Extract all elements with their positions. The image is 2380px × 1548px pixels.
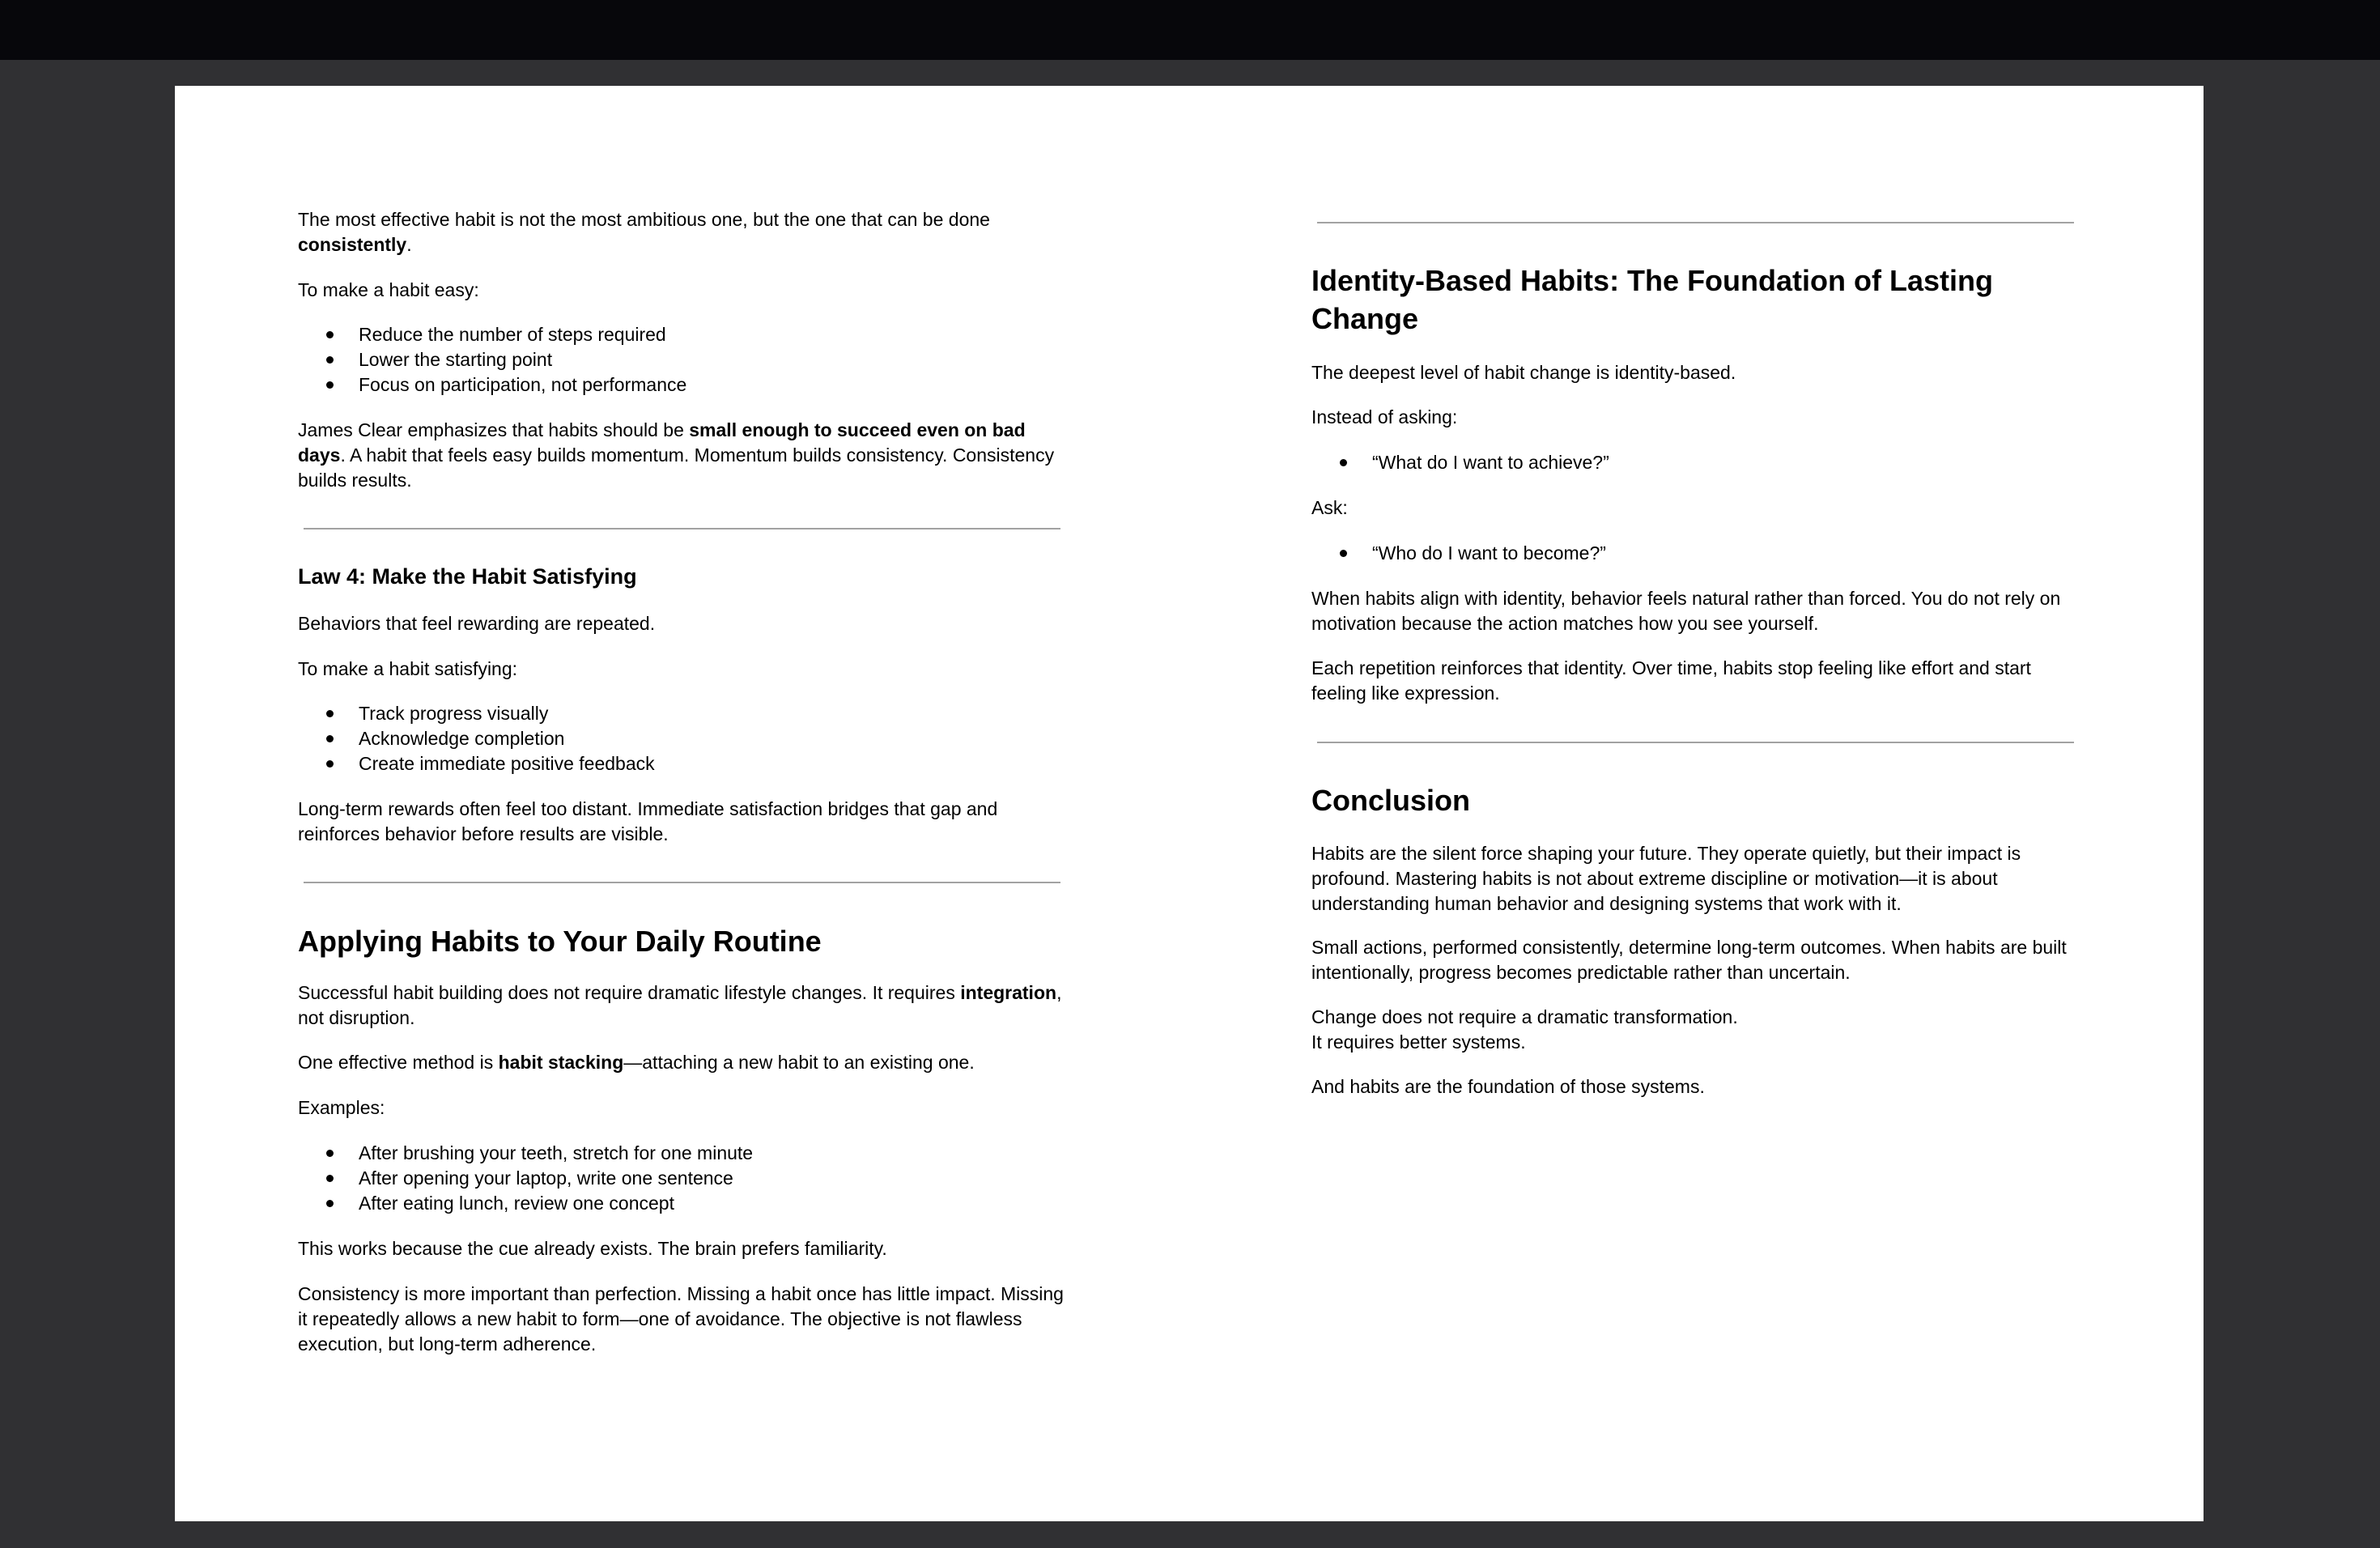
list-item: After opening your laptop, write one sentence — [298, 1166, 753, 1191]
paragraph-consistency: Consistency is more important than perfection. Missing a habit once has little impact. Missing it repeatedly allows a new habit to form—one of avoidance. The objective is not flawless execution, but long-term adherence. — [298, 1283, 1064, 1354]
list-item: Reduce the number of steps required — [298, 322, 686, 347]
paragraph-foundation: And habits are the foundation of those systems. — [1311, 1076, 1705, 1097]
paragraph-make-satisfying: To make a habit satisfying: — [298, 658, 518, 679]
paragraph-effective-habit: The most effective habit is not the most ambitious one, but the one that can be done consistently. — [298, 209, 990, 255]
paragraph-integration: Successful habit building does not require dramatic lifestyle changes. It requires integration, not disruption. — [298, 982, 1062, 1028]
paragraph-cue-exists: This works because the cue already exists. The brain prefers familiarity. — [298, 1238, 887, 1259]
list-make-easy — [298, 322, 686, 398]
list-examples — [298, 1141, 753, 1216]
list-item: Focus on participation, not performance — [298, 372, 686, 398]
heading-applying-habits: Applying Habits to Your Daily Routine — [298, 925, 822, 958]
paragraph-long-term-rewards: Long-term rewards often feel too distant. Immediate satisfaction bridges that gap and reinforces behavior before results are visible. — [298, 798, 998, 844]
list-item: Acknowledge completion — [298, 726, 655, 751]
divider — [1317, 742, 2074, 743]
paragraph-examples: Examples: — [298, 1097, 385, 1118]
list-item: After eating lunch, review one concept — [298, 1191, 753, 1216]
divider — [1317, 222, 2074, 223]
heading-law-4: Law 4: Make the Habit Satisfying — [298, 564, 637, 589]
list-item: “Who do I want to become?” — [1311, 541, 1606, 566]
list-item: Lower the starting point — [298, 347, 686, 372]
heading-identity-based-habits: Identity-Based Habits: The Foundation of Lasting Change — [1311, 264, 1993, 335]
list-item: “What do I want to achieve?” — [1311, 450, 1609, 475]
list-item: Track progress visually — [298, 701, 655, 726]
divider — [304, 882, 1060, 883]
paragraph-ask: Ask: — [1311, 497, 1348, 518]
paragraph-deepest-level: The deepest level of habit change is identity-based. — [1311, 362, 1736, 383]
paragraph-make-easy: To make a habit easy: — [298, 279, 479, 300]
list-item: Create immediate positive feedback — [298, 751, 655, 776]
paragraph-silent-force: Habits are the silent force shaping your future. They operate quietly, but their impact is profound. Mastering habits is not about extreme discipline or motivation—it is about understanding human behavior and designing systems that work with it. — [1311, 843, 2021, 914]
list-item: After brushing your teeth, stretch for one minute — [298, 1141, 753, 1166]
heading-conclusion: Conclusion — [1311, 784, 1470, 817]
paragraph-align-identity: When habits align with identity, behavior feels natural rather than forced. You do not rely on motivation because the action matches how you see yourself. — [1311, 588, 2061, 634]
window-top-bar — [0, 0, 2380, 60]
paragraph-james-clear: James Clear emphasizes that habits should be small enough to succeed even on bad days. A habit that feels easy builds momentum. Momentum builds consistency. Consistency builds results. — [298, 419, 1055, 491]
list-make-satisfying — [298, 701, 655, 776]
paragraph-instead-of-asking: Instead of asking: — [1311, 406, 1458, 427]
document-page — [175, 86, 2204, 1521]
paragraph-repetition: Each repetition reinforces that identity. Over time, habits stop feeling like effort and start feeling like expression. — [1311, 657, 2031, 704]
divider — [304, 528, 1060, 529]
list-ask — [1311, 541, 1606, 566]
paragraph-habit-stacking: One effective method is habit stacking—attaching a new habit to an existing one. — [298, 1052, 975, 1073]
paragraph-rewarding: Behaviors that feel rewarding are repeated. — [298, 613, 656, 634]
paragraph-change: Change does not require a dramatic transformation. It requires better systems. — [1311, 1006, 1738, 1053]
paragraph-small-actions: Small actions, performed consistently, determine long-term outcomes. When habits are built intentionally, progress becomes predictable rather than uncertain. — [1311, 937, 2067, 983]
list-instead — [1311, 450, 1609, 475]
